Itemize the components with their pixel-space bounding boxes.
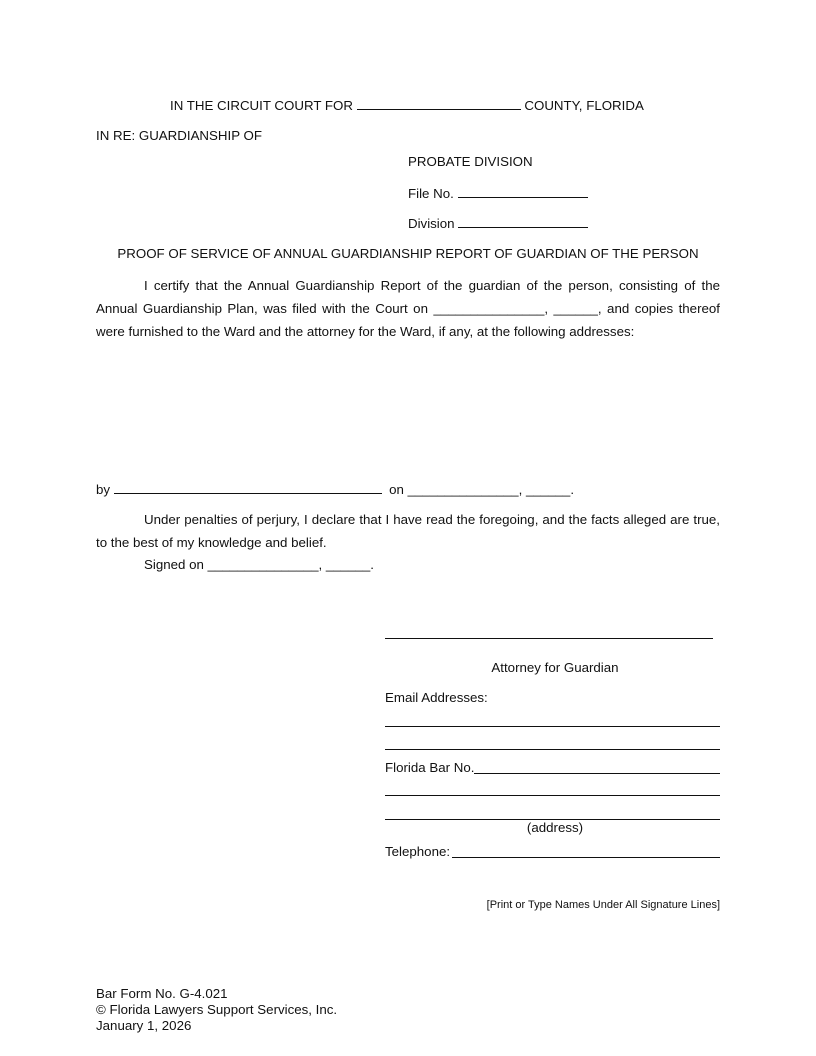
copyright: © Florida Lawyers Support Services, Inc. xyxy=(96,1002,338,1017)
telephone-line[interactable] xyxy=(452,857,720,858)
bar-no-label: Florida Bar No. xyxy=(385,760,475,775)
service-line xyxy=(96,481,574,498)
court-caption xyxy=(170,97,644,114)
division-label: Division xyxy=(408,216,455,231)
file-no-label: File No. xyxy=(408,186,454,201)
perjury-paragraph: Under penalties of perjury, I declare that I have read the foregoing, and the facts alleged are true, to the best of my knowledge and belief. xyxy=(96,512,720,550)
address-label: (address) xyxy=(526,820,584,835)
by-label: by xyxy=(96,482,111,497)
document-title: PROOF OF SERVICE OF ANNUAL GUARDIANSHIP REPORT OF GUARDIAN OF THE PERSON xyxy=(117,246,699,261)
form-date: January 1, 2026 xyxy=(96,1018,192,1033)
division-blank[interactable] xyxy=(458,215,588,228)
email-line-1[interactable] xyxy=(385,726,720,727)
served-by-blank[interactable] xyxy=(114,481,382,494)
court-suffix: COUNTY, FLORIDA xyxy=(524,98,644,113)
in-re-caption: IN RE: GUARDIANSHIP OF xyxy=(96,128,262,143)
court-prefix: IN THE CIRCUIT COURT FOR xyxy=(170,98,353,113)
certify-paragraph: I certify that the Annual Guardianship Report of the guardian of the person, consisting of the Annual Guardianship Plan, was filed with the Court on _______________, ______, and copies thereof were furnished to the Ward and the attorney for the Ward, if any, at the following addresses: xyxy=(96,278,720,339)
file-no-blank[interactable] xyxy=(458,185,588,198)
email-label: Email Addresses: xyxy=(385,690,488,705)
email-line-2[interactable] xyxy=(385,749,720,750)
service-date-blank[interactable]: _______________, ______. xyxy=(407,482,575,497)
telephone-label: Telephone: xyxy=(385,844,451,859)
file-no-row xyxy=(408,185,588,202)
division-title: PROBATE DIVISION xyxy=(408,154,533,169)
signed-line[interactable]: Signed on _______________, ______. xyxy=(144,557,374,572)
bar-no-line[interactable] xyxy=(474,773,720,774)
division-row xyxy=(408,215,588,232)
form-number: Bar Form No. G-4.021 xyxy=(96,986,228,1001)
attorney-signature-line[interactable] xyxy=(385,638,713,639)
print-note: [Print or Type Names Under All Signature Lines] xyxy=(486,899,720,911)
attorney-label: Attorney for Guardian xyxy=(491,660,619,675)
on-label: on xyxy=(389,482,404,497)
address-line-1[interactable] xyxy=(385,795,720,796)
county-blank[interactable] xyxy=(357,97,521,110)
